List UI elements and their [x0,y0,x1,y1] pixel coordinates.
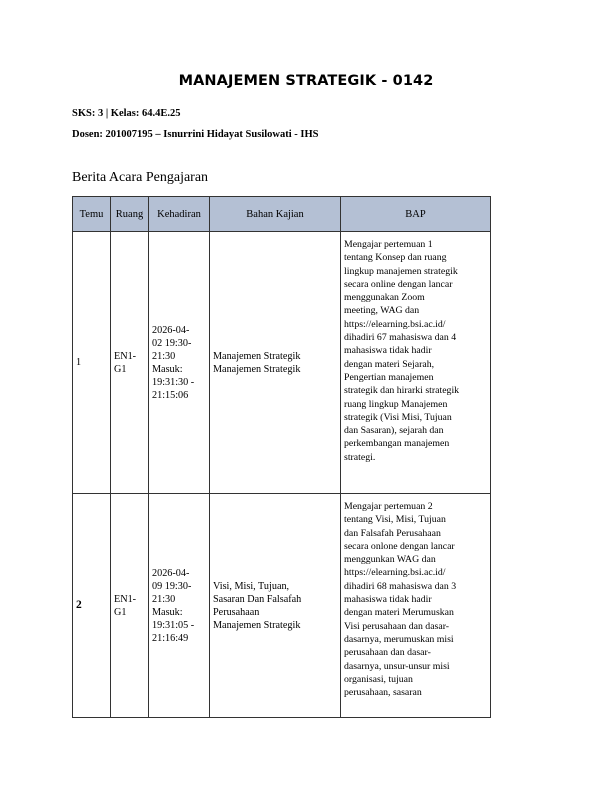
ruang-cell [111,494,149,718]
section-heading: Berita Acara Pengajaran [72,170,209,185]
bahan-kajian-value: Manajemen Strategik Manajemen Strategik [213,350,301,375]
bahan-kajian-cell [210,232,341,494]
header-kehadiran: Kehadiran [149,197,210,232]
bap-value: Mengajar pertemuan 2 tentang Visi, Misi, Tujuan dan Falsafah Perusahaan secara onlone dengan lancar menggunkan WAG dan https://elearning.bsi.ac.id/ dihadiri 68 mahasiswa dan 3 mahasiswa tidak hadir dengan materi Merumuskan Visi perusahaan dan dasar- dasarnya, merumuskan misi perusahaan dan dasar- dasarnya, unsur-unsur misi organisasi, tujuan perusahaan, sasaran [344,501,457,699]
header-ruang: Ruang [111,197,149,232]
kehadiran-value: 2026-04- 09 19:30- 21:30 Masuk: 19:31:05 - 21:16:49 [152,567,195,644]
kehadiran-cell [149,494,210,718]
temu-cell [73,232,111,494]
kehadiran-cell [149,232,210,494]
bap-cell [341,494,491,718]
table-row [73,232,491,494]
ruang-value: EN1- G1 [114,350,137,375]
table-row [73,494,491,718]
dosen-info: Dosen: 201007195 – Isnurrini Hidayat Susilowati - IHS [72,129,319,140]
temu-cell [73,494,111,718]
ruang-value: EN1- G1 [114,593,137,618]
sks-kelas-info: SKS: 3 | Kelas: 64.4E.25 [72,108,181,119]
bap-cell [341,232,491,494]
temu-value: 2 [76,599,82,611]
bap-value: Mengajar pertemuan 1 tentang Konsep dan ruang lingkup manajemen strategik secara online dengan lancar menggunakan Zoom meeting, WAG dan https://elearning.bsi.ac.id/ dihadiri 67 mahasiswa dan 4 mahasiswa tidak hadir dengan materi Sejarah, Pengertian manajemen strategik dan hirarki strategik ruang lingkup Manajemen strategik (Visi Misi, Tujuan dan Sasaran), sejarah dan perkembangan manajemen strategi. [344,239,460,463]
bahan-kajian-cell [210,494,341,718]
berita-acara-table [72,196,491,718]
bahan-kajian-value: Visi, Misi, Tujuan, Sasaran Dan Falsafah Perusahaan Manajemen Strategik [213,580,302,631]
kehadiran-value: 2026-04- 02 19:30- 21:30 Masuk: 19:31:30 - 21:15:06 [152,324,195,401]
ruang-cell [111,232,149,494]
header-bap: BAP [341,197,491,232]
table-header-row [73,197,491,232]
page-title: MANAJEMEN STRATEGIK - 0142 [178,73,434,89]
temu-value: 1 [76,357,82,368]
header-bahan-kajian: Bahan Kajian [210,197,341,232]
header-temu: Temu [73,197,111,232]
